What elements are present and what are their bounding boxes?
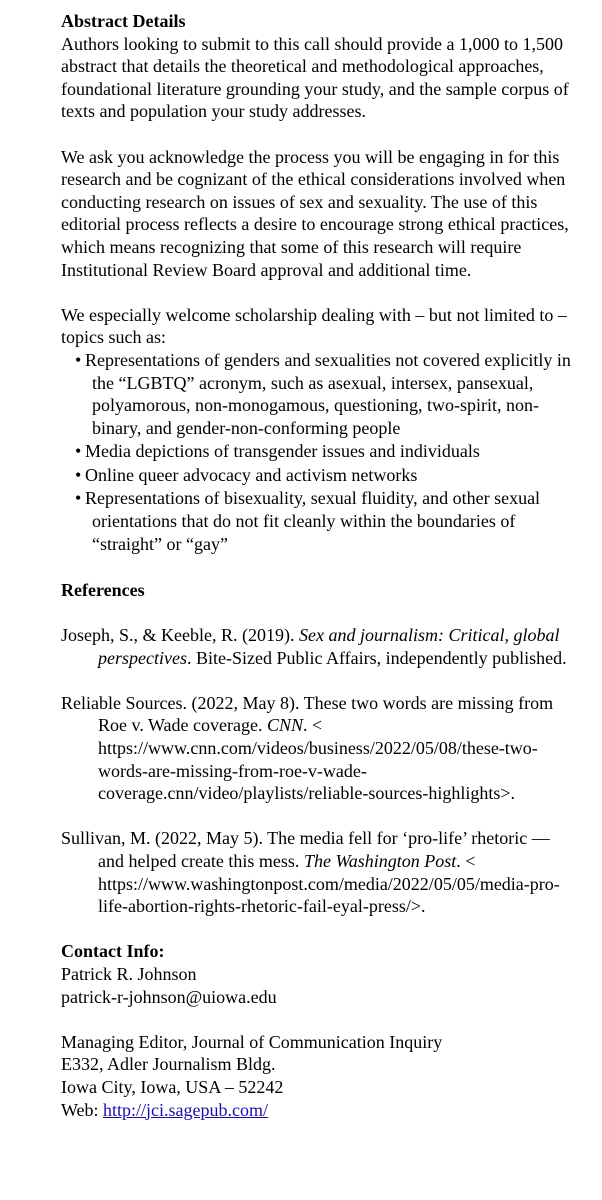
abstract-paragraph-1: Authors looking to submit to this call should provide a 1,000 to 1,500 abstract that details the theoretical and methodological approaches, foundational literature grounding your study, and the sample corpus of texts and population your study addresses. — [61, 33, 569, 122]
references-heading: References — [61, 579, 145, 600]
website-link[interactable]: http://jci.sagepub.com/ — [103, 1099, 269, 1120]
reference-item: Joseph, S., & Keeble, R. (2019). Sex and journalism: Critical, global perspectives. Bite-Sized Public Affairs, independently published. — [61, 625, 567, 668]
topic-item: • Representations of genders and sexualities not covered explicitly in the “LGBTQ” acronym, such as asexual, intersex, pansexual, polyamorous, non-monogamous, questioning, two-spirit, non-binary, and gender-non-conforming people — [61, 349, 580, 439]
contact-office: E332, Adler Journalism Bldg. — [61, 1054, 276, 1075]
reference-item: Sullivan, M. (2022, May 5). The media fell for ‘pro-life’ rhetoric — and helped create this mess. The Washington Post. < https://www.washingtonpost.com/media/2022/05/05/media-pro-life-abortion-rights-rhetoric-fail-eyal-press/>. — [61, 828, 560, 917]
abstract-paragraph-3: We especially welcome scholarship dealing with – but not limited to – topics such as: — [61, 304, 567, 348]
reference-item: Reliable Sources. (2022, May 8). These two words are missing from Roe v. Wade coverage. CNN. < https://www.cnn.com/videos/business/2022/05/08/these-two-words-are-missing-from-roe-v-wade-coverage.cnn/video/playlists/reliable-sources-highlights>. — [61, 692, 554, 804]
contact-role: Managing Editor, Journal of Communication Inquiry — [61, 1031, 443, 1052]
topic-item: • Online queer advocacy and activism networks — [61, 464, 580, 487]
abstract-paragraph-2: We ask you acknowledge the process you will be engaging in for this research and be cognizant of the ethical considerations involved when conducting research on issues of sex and sexuality. The use of this editorial process reflects a desire to encourage strong ethical practices, which means recognizing that some of this research will require Institutional Review Board approval and additional time. — [61, 146, 569, 280]
abstract-heading: Abstract Details — [61, 11, 186, 31]
contact-name: Patrick R. Johnson — [61, 963, 197, 984]
contact-email: patrick-r-johnson@uiowa.edu — [61, 986, 277, 1007]
topic-item: • Representations of bisexuality, sexual fluidity, and other sexual orientations that do not fit cleanly within the boundaries of “straight” or “gay” — [61, 487, 580, 555]
contact-web — [61, 1099, 580, 1122]
contact-city: Iowa City, Iowa, USA – 52242 — [61, 1076, 284, 1097]
web-label: Web: — [61, 1099, 104, 1120]
contact-heading: Contact Info: — [61, 941, 165, 962]
topics-list — [61, 349, 580, 555]
topic-item: • Media depictions of transgender issues and individuals — [61, 440, 580, 463]
